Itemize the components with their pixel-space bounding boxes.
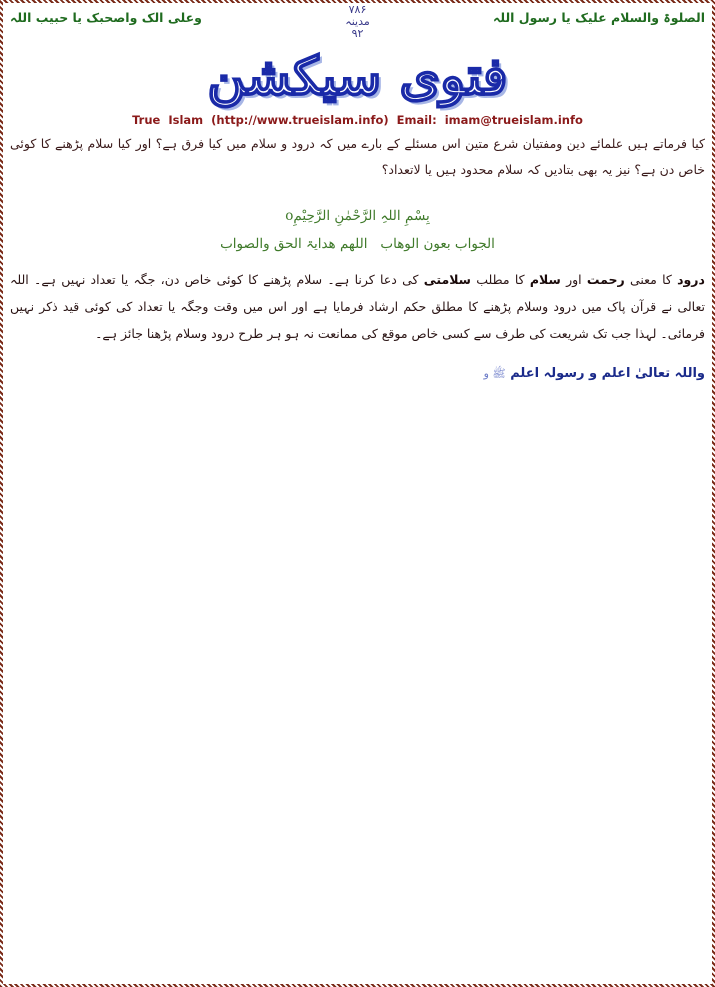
answer-part-4: کی دعا کرنا ہے۔ سلام پڑھنے کا کوئی خاص دن، جگہ یا تعداد نہیں ہے۔ اللہ تعالی نے قرآن پاک میں درود وسلام پڑھنے کا مطلق حکم ارشاد فرمایا ہے اور اس میں وقت وجگہ یا تعداد کی کوئی قید ذکر نہیں فرمائی۔ لہذا جب تک شریعت کی طرف سے کسی خاص موقع کی ممانعت نہ ہو ہر طرح درود وسلام پڑھنا جائز ہے۔: [10, 272, 705, 341]
header-emblem: [345, 4, 370, 40]
answer-word-salamati: سلامتی: [423, 272, 471, 287]
header-salutation-left: وعلی الک واصحبک یا حبیب اللہ: [10, 10, 202, 25]
closing-line: [484, 366, 705, 383]
question-text: کیا فرماتے ہیں علمائے دین ومفتیان شرع متین اس مسئلے کے بارے میں کہ درود و سلام میں کیا فرق ہے؟ اور کیا سلام پڑھنے کا کوئی خاص دن ہے؟ نیز یہ بھی بتادیں کہ سلام محدود ہیں یا لاتعداد؟: [10, 136, 705, 177]
answer-word-durood: درود: [677, 272, 705, 287]
answer-word-rehmat: رحمت: [586, 272, 625, 287]
closing-seal: ﷺ و: [483, 367, 506, 380]
answer-text: [10, 266, 705, 347]
bismillah: بِسْمِ اللہِ الرَّحْمٰنِ الرَّحِیْمِo: [285, 208, 430, 224]
header-word: مدینہ: [345, 15, 370, 28]
closing-text: واللہ تعالیٰ اعلم و رسولہ اعلم: [510, 366, 705, 381]
header-number: ۷۸۶: [348, 3, 367, 16]
answer-word-salam: سلام: [529, 272, 561, 287]
contact-line: True Islam (http://www.trueislam.info) Email: imam@trueislam.info: [132, 113, 583, 127]
header-salutation-right: الصلوۃ والسلام علیک یا رسول اللہ: [493, 10, 705, 25]
header: [8, 3, 707, 40]
page-title: فتوی سیکشن: [207, 46, 508, 107]
header-number-2: ۹۲: [351, 27, 364, 40]
answer-part-3: کا مطلب: [476, 272, 525, 287]
answer-heading: الجواب بعون الوھاب اللھم ھدایۃ الحق والصواب: [220, 236, 495, 252]
answer-part-1: کا معنی: [629, 272, 672, 287]
answer-part-2: اور: [566, 272, 582, 287]
